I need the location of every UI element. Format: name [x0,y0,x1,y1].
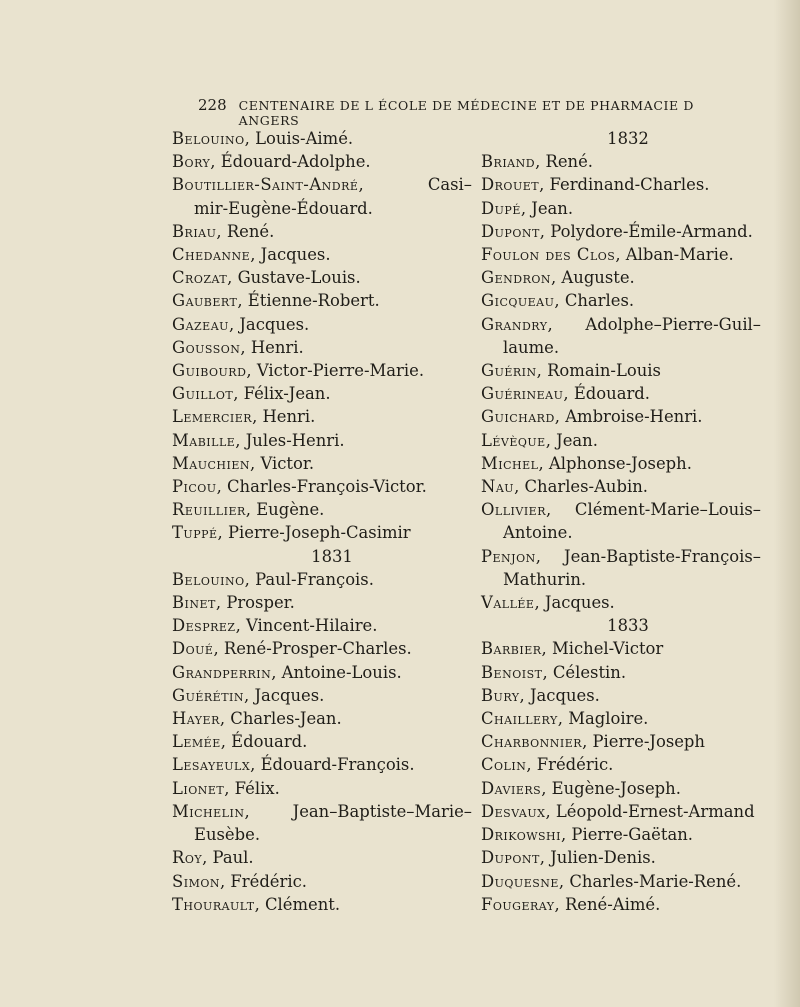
given-names: René. [226,221,275,241]
name-entry-head: Guichard, Ambroise-Henri. [481,407,703,427]
given-names-continuation: mir-Eugène-Édouard. [194,198,373,218]
name-entry-head: Guérétin, Jacques. [172,685,325,705]
name-entry [481,475,761,498]
given-names: Félix-Jean. [243,384,331,404]
name-entry-head: Guérin, Romain-Louis [481,361,661,381]
surname: Ollivier [481,500,546,520]
surname: Simon [172,871,220,891]
name-entry [481,870,761,893]
name-entry [481,150,761,173]
given-names: Clément. [264,894,341,914]
left-column [172,127,472,916]
name-entry-head: Bury, Jacques. [481,685,600,705]
name-entry [481,429,761,452]
given-names: Victor. [260,453,315,473]
given-names: Jean–Baptiste–Marie– [292,801,472,821]
name-entry-head: Guérineau, Édouard. [481,384,651,404]
surname: Gaubert [172,291,238,311]
name-entry [481,313,761,336]
surname: Belouino [172,569,245,589]
name-entry-head: Reuillier, Eugène. [172,500,325,520]
name-entry-head: Lemercier, Henri. [172,407,316,427]
name-entry [481,661,761,684]
given-names: Léopold-Ernest-Armand [555,801,755,821]
name-entry [481,452,761,475]
name-entry-head: Desprez, Vincent-Hilaire. [172,616,378,636]
name-entry [481,753,761,776]
given-names: Paul. [212,848,254,868]
given-names: Ferdinand-Charles. [549,175,710,195]
name-entry-head: Mauchien, Victor. [172,453,315,473]
name-entry-head: Charbonnier, Pierre-Joseph [481,732,705,752]
name-entry [172,753,472,776]
surname: Barbier [481,639,542,659]
name-entry-head: Dupé, Jean. [481,198,574,218]
name-entry [481,359,761,382]
name-entry-head: Dupont, Julien-Denis. [481,848,656,868]
given-names: Henri. [250,337,304,357]
name-entry-head: Binet, Prosper. [172,593,295,613]
given-names: Charles-François-Victor. [227,477,427,497]
given-names: René-Aimé. [564,894,661,914]
name-entry [172,243,472,266]
name-entry-head: Briand, René. [481,152,593,172]
name-entry [172,405,472,428]
surname: Charbonnier [481,732,583,752]
surname: Colin [481,755,527,775]
name-entry [172,429,472,452]
surname: Lemercier [172,407,253,427]
name-entry [172,777,472,800]
name-entry [481,684,761,707]
surname: Duquesne [481,871,559,891]
name-entry-head: Duquesne, Charles-Marie-René. [481,871,742,891]
surname: Doué [172,639,214,659]
given-names: Jules-Henri. [245,430,345,450]
surname: Chedanne [172,245,251,265]
given-names: Jean. [531,198,574,218]
surname: Mauchien [172,453,251,473]
name-entry-head: Tuppé, Pierre-Joseph-Casimir [172,523,411,543]
surname: Nau [481,477,515,497]
name-entry [172,452,472,475]
given-names: Pierre-Gaëtan. [571,825,693,845]
name-entry-head: Michelin, [172,801,250,821]
surname: Picou [172,477,217,497]
name-entry-head: Boutillier-Saint-André, [172,175,364,195]
name-entry [481,846,761,869]
right-column [481,127,761,916]
name-entry-head: Gaubert, Étienne-Robert. [172,291,380,311]
given-names: Vincent-Hilaire. [246,616,378,636]
given-names: Félix. [234,778,280,798]
given-names: Charles. [564,291,635,311]
name-entry-head: Gicqueau, Charles. [481,291,635,311]
name-entry [481,800,761,823]
name-entry-head: Nau, Charles-Aubin. [481,477,648,497]
given-names: Charles-Marie-René. [569,871,742,891]
running-title: CENTENAIRE DE L ÉCOLE DE MÉDECINE ET DE PHARMACIE D ANGERS [238,98,694,128]
given-names: Jacques. [544,593,615,613]
name-entry-head: Foulon des Clos, Alban-Marie. [481,245,734,265]
name-entry-head: Roy, Paul. [172,848,254,868]
surname: Drikowshi [481,825,561,845]
name-entry [172,220,472,243]
name-entry [172,313,472,336]
surname: Guichard [481,407,555,427]
name-entry-head: Drouet, Ferdinand-Charles. [481,175,710,195]
given-names: Louis-Aimé. [255,129,354,148]
name-entry-head: Simon, Frédéric. [172,871,307,891]
surname: Reuillier [172,500,246,520]
page-number: 228 [198,96,227,114]
given-names: Alphonse-Joseph. [548,453,692,473]
surname: Briand [481,152,536,172]
name-entry [172,359,472,382]
surname: Benoist [481,662,543,682]
name-entry-head: Hayer, Charles-Jean. [172,709,342,729]
name-entry [481,823,761,846]
name-entry [172,127,472,150]
name-entry-head: Grandperrin, Antoine-Louis. [172,662,402,682]
name-entry [172,521,472,544]
surname: Fougeray [481,894,555,914]
given-names: Julien-Denis. [550,848,656,868]
name-entry-head: Drikowshi, Pierre-Gaëtan. [481,825,693,845]
given-names: Jacques. [260,245,331,265]
name-entry-head: Desvaux, Léopold-Ernest-Armand [481,801,755,821]
name-entry [481,173,761,196]
given-names: Jean-Baptiste-François– [564,546,761,566]
given-names: Clément-Marie–Louis– [574,500,761,520]
surname: Hayer [172,709,220,729]
surname: Michel [481,453,539,473]
given-names: Édouard. [231,732,308,752]
surname: Lévèque [481,430,546,450]
name-entry-head: Chaillery, Magloire. [481,709,649,729]
name-entry-head: Lesayeulx, Édouard-François. [172,755,415,775]
given-names: Édouard. [573,384,651,404]
surname: Michelin [172,801,245,821]
name-entry [172,870,472,893]
surname: Binet [172,593,216,613]
name-entry-head: Benoist, Célestin. [481,662,627,682]
name-entry [481,243,761,266]
name-entry-head: Doué, René-Prosper-Charles. [172,639,412,659]
given-names: Michel-Victor [551,639,664,659]
name-entry [481,637,761,660]
name-entry [481,707,761,730]
name-entry [172,800,472,823]
given-names-continuation: Antoine. [503,523,573,543]
name-entry [481,730,761,753]
name-entry [481,498,761,521]
page-edge-shadow [774,0,800,1007]
given-names: Prosper. [226,593,295,613]
name-entry [172,707,472,730]
given-names: Paul-François. [255,569,374,589]
given-names: Gustave-Louis. [237,268,361,288]
surname: Lesayeulx [172,755,251,775]
given-names: Ambroise-Henri. [565,407,703,427]
surname: Dupont [481,221,540,241]
given-names: Adolphe–Pierre-Guil– [585,314,761,334]
surname: Tuppé [172,523,218,543]
surname: Desvaux [481,801,546,821]
name-entry [172,173,472,196]
name-entry-head: Guillot, Félix-Jean. [172,384,331,404]
name-entry-head: Michel, Alphonse-Joseph. [481,453,692,473]
name-entry-head: Belouino, Paul-François. [172,569,374,589]
surname: Daviers [481,778,542,798]
name-entry [172,893,472,916]
given-names: Jean. [556,430,598,450]
name-entry [481,545,761,568]
name-entry [172,684,472,707]
surname: Penjon [481,546,536,566]
name-list [481,637,761,915]
name-entry-head: Lemée, Édouard. [172,732,308,752]
given-names: Alban-Marie. [625,245,734,265]
name-entry [481,405,761,428]
surname: Drouet [481,175,540,195]
name-entry [172,382,472,405]
name-entry-head: Grandry, [481,314,553,334]
name-list [172,568,472,916]
name-entry-head: Daviers, Eugène-Joseph. [481,778,681,798]
given-names: Eugène-Joseph. [551,778,681,798]
year-heading: 1832 [607,129,649,148]
name-entry-head: Gendron, Auguste. [481,268,635,288]
surname: Guérétin [172,685,245,705]
running-header [198,96,718,128]
given-names: Polydore-Émile-Armand. [550,221,753,241]
given-names: Henri. [262,407,316,427]
given-names: René. [545,152,593,172]
name-entry-head: Lévèque, Jean. [481,430,598,450]
name-entry-head: Vallée, Jacques. [481,593,615,613]
name-entry [172,336,472,359]
name-entry-head: Colin, Frédéric. [481,755,614,775]
name-entry-head: Thourault, Clément. [172,894,341,914]
given-names: Auguste. [561,268,635,288]
given-names: Étienne-Robert. [247,291,380,311]
name-entry-head: Briau, René. [172,221,275,241]
given-names-continuation: Eusèbe. [194,825,261,845]
given-names: Magloire. [568,709,649,729]
name-entry-head: Picou, Charles-François-Victor. [172,477,427,497]
surname: Grandry [481,314,548,334]
surname: Vallée [481,593,535,613]
name-entry [172,846,472,869]
name-entry [481,777,761,800]
surname: Guérin [481,361,537,381]
name-entry [481,266,761,289]
given-names: Romain-Louis [547,361,661,381]
given-names: Frédéric. [230,871,307,891]
name-entry [172,591,472,614]
name-entry [172,150,472,173]
surname: Roy [172,848,203,868]
name-entry-head: Chedanne, Jacques. [172,245,331,265]
given-names: Frédéric. [536,755,614,775]
name-entry [481,893,761,916]
surname: Gendron [481,268,551,288]
name-entry [481,382,761,405]
given-names: Édouard-François. [260,755,415,775]
name-entry-head: Barbier, Michel-Victor [481,639,664,659]
name-entry [172,637,472,660]
name-entry-head: Bory, Édouard-Adolphe. [172,152,371,172]
given-names: Jacques. [239,314,310,334]
name-entry [172,661,472,684]
name-entry [172,730,472,753]
given-names: Victor-Pierre-Marie. [256,361,425,381]
name-entry [481,289,761,312]
name-entry-head: Lionet, Félix. [172,778,280,798]
name-entry [481,197,761,220]
given-names: Jacques. [529,685,600,705]
name-entry [172,568,472,591]
name-entry-head: Gousson, Henri. [172,337,304,357]
given-names-continuation: laume. [503,337,560,357]
surname: Belouino [172,129,245,148]
name-entry [172,614,472,637]
name-list [481,150,761,614]
surname: Gicqueau [481,291,555,311]
given-names: Édouard-Adolphe. [220,152,371,172]
name-entry-head: Fougeray, René-Aimé. [481,894,661,914]
surname: Gousson [172,337,241,357]
name-entry [481,220,761,243]
name-entry [172,289,472,312]
given-names: Casi– [427,175,472,195]
name-entry-head: Belouino, Louis-Aimé. [172,129,354,148]
surname: Foulon des Clos [481,245,616,265]
surname: Guillot [172,384,234,404]
surname: Dupont [481,848,540,868]
surname: Gazeau [172,314,229,334]
given-names: Antoine-Louis. [281,662,402,682]
given-names: Charles-Jean. [230,709,342,729]
surname: Desprez [172,616,236,636]
given-names: Célestin. [552,662,627,682]
name-entry-head: Ollivier, [481,500,552,520]
year-heading: 1833 [607,616,649,636]
name-entry [172,498,472,521]
surname: Boutillier-Saint-André [172,175,359,195]
surname: Mabille [172,430,236,450]
name-entry-head: Penjon, [481,546,541,566]
surname: Lemée [172,732,221,752]
surname: Crozat [172,268,228,288]
surname: Briau [172,221,217,241]
given-names: Jacques. [254,685,325,705]
surname: Chaillery [481,709,558,729]
name-entry [172,266,472,289]
surname: Bury [481,685,520,705]
name-entry-head: Crozat, Gustave-Louis. [172,268,361,288]
surname: Guibourd [172,361,247,381]
given-names: Pierre-Joseph-Casimir [227,523,411,543]
name-entry-head: Dupont, Polydore-Émile-Armand. [481,221,753,241]
name-entry-head: Gazeau, Jacques. [172,314,310,334]
surname: Grandperrin [172,662,272,682]
given-names-continuation: Mathurin. [503,569,587,589]
surname: Guérineau [481,384,564,404]
surname: Bory [172,152,211,172]
given-names: Charles-Aubin. [524,477,648,497]
name-list [172,127,472,545]
name-entry [172,475,472,498]
given-names: Eugène. [256,500,325,520]
given-names: Pierre-Joseph [592,732,705,752]
year-heading: 1831 [311,546,353,566]
surname: Lionet [172,778,225,798]
given-names: René-Prosper-Charles. [223,639,412,659]
name-entry [481,591,761,614]
name-entry-head: Mabille, Jules-Henri. [172,430,345,450]
name-entry-head: Guibourd, Victor-Pierre-Marie. [172,361,425,381]
surname: Thourault [172,894,255,914]
surname: Dupé [481,198,521,218]
